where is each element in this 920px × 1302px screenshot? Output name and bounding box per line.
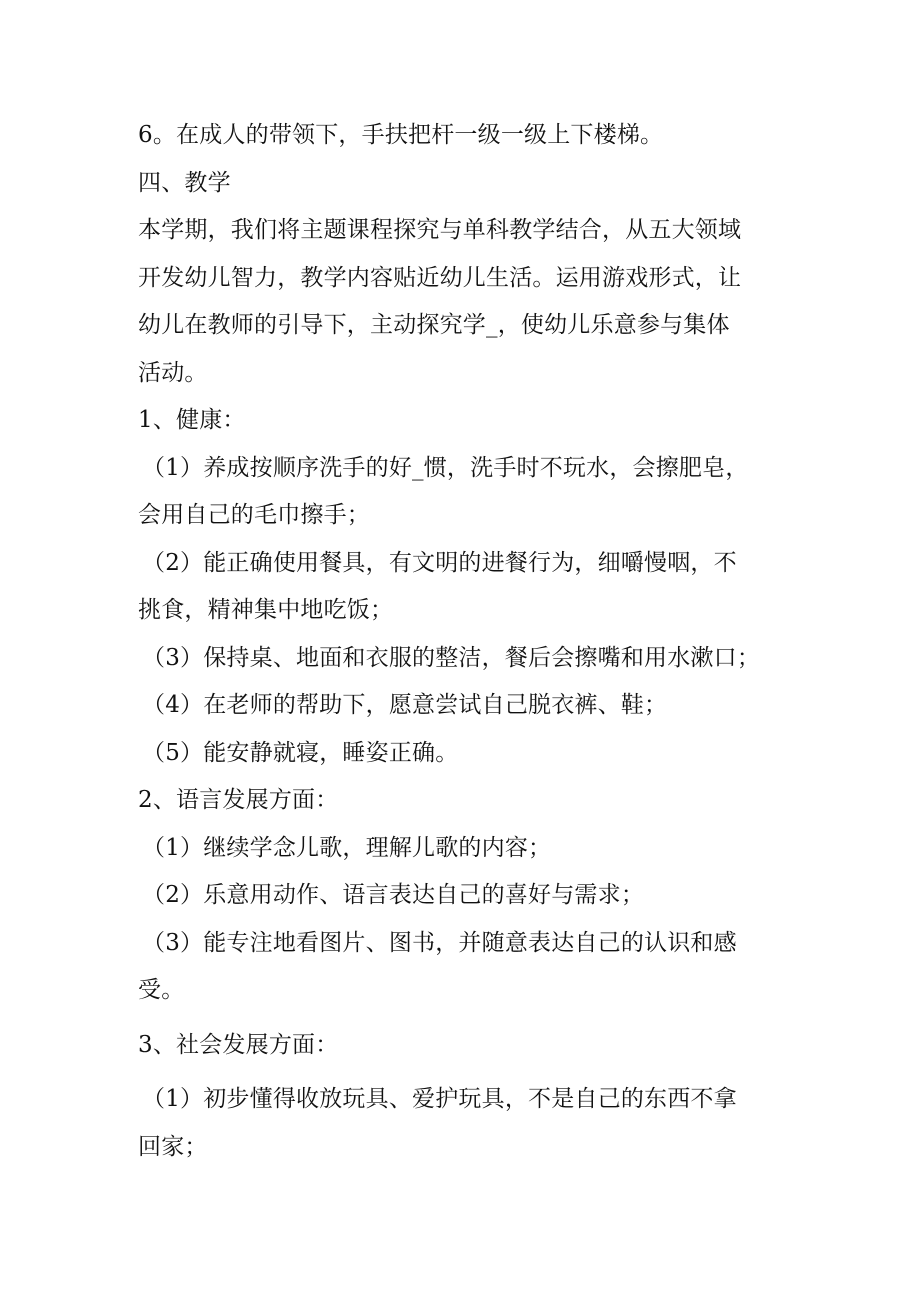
text-line: 活动。: [138, 359, 208, 386]
list-item: （2）乐意用动作、语言表达自己的喜好与需求；: [142, 882, 645, 908]
subsection-heading: 1、健康：: [138, 407, 246, 433]
text-line: 6。在成人的带领下，手扶把杆一级一级上下楼梯。: [138, 122, 664, 148]
text-line: 开发幼儿智力，教学内容贴近幼儿生活。运用游戏形式，让: [138, 264, 742, 291]
list-item: （4）在老师的帮助下，愿意尝试自己脱衣裤、鞋；: [142, 692, 668, 718]
list-item: （3）能专注地看图片、图书，并随意表达自己的认识和感: [142, 929, 737, 956]
list-item: （3）保持桌、地面和衣服的整洁，餐后会擦嘴和用水漱口；: [142, 644, 761, 671]
text-line: 挑食，精神集中地吃饭；: [138, 597, 394, 623]
section-heading: 四、教学: [138, 169, 231, 196]
document-body: [138, 112, 798, 1171]
text-line: 本学期，我们将主题课程探究与单科教学结合，从五大领域: [138, 217, 742, 243]
list-item: （5）能安静就寝，睡姿正确。: [142, 739, 459, 766]
list-item: （1）初步懂得收放玩具、爱护玩具，不是自己的东西不拿: [142, 1086, 737, 1112]
subsection-heading: 2、语言发展方面：: [138, 787, 339, 813]
subsection-heading: 3、社会发展方面：: [138, 1031, 339, 1058]
text-line: 受。: [138, 977, 185, 1003]
list-item: （1）养成按顺序洗手的好_惯，洗手时不玩水，会擦肥皂，: [142, 454, 749, 481]
text-line: 回家；: [138, 1133, 208, 1160]
text-line: 幼儿在教师的引导下，主动探究学_，使幼儿乐意参与集体: [138, 312, 730, 338]
list-item: （2）能正确使用餐具，有文明的进餐行为，细嚼慢咽，不: [142, 549, 737, 576]
list-item: （1）继续学念儿歌，理解儿歌的内容；: [142, 834, 552, 861]
text-line: 会用自己的毛巾擦手；: [138, 502, 370, 528]
